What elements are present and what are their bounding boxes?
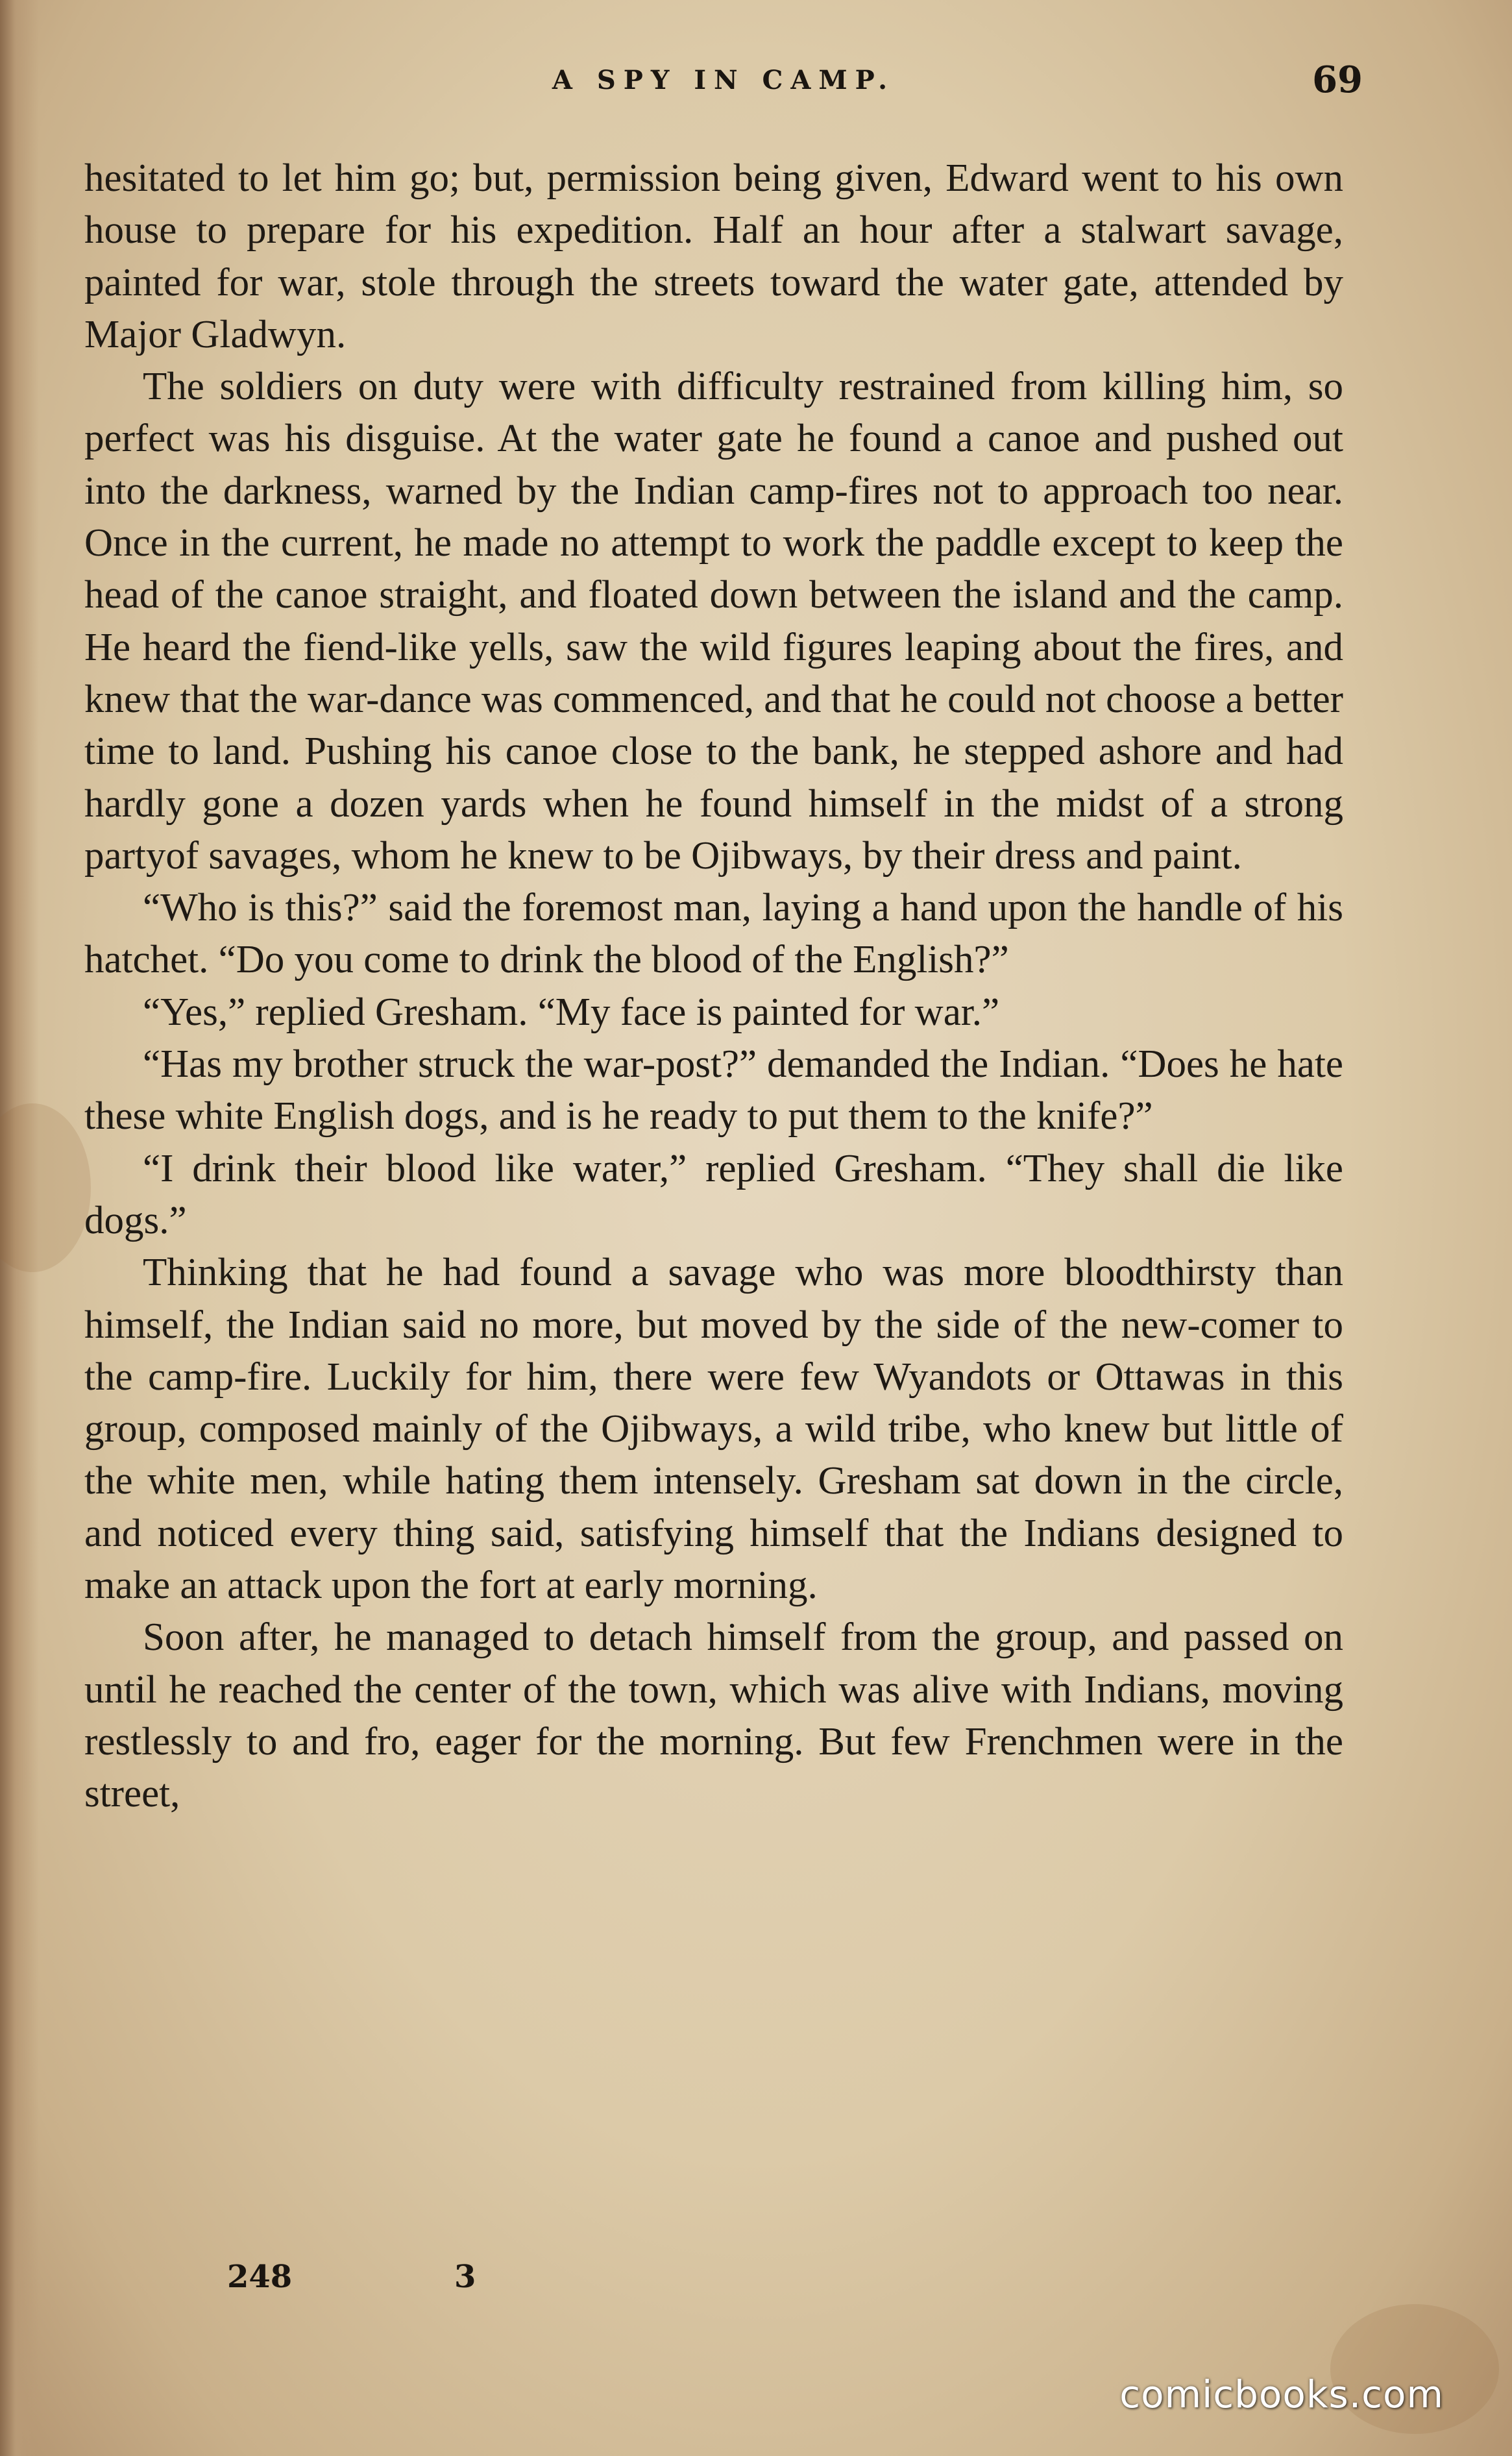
watermark-text: comicbooks.com (1119, 2372, 1444, 2416)
paragraph: The soldiers on duty were with difficulty restrained from killing him, so perfect was his disguise. At the water gate he found a canoe and pushed out into the darkness, warned by the Indian camp-fires not to approach too near. Once in the current, he made no attempt to work the paddle except to keep the head of the canoe straight, and floated down between the island and the camp. He heard the fiend-like yells, saw the wild figures leaping about the fires, and knew that the war-dance was commenced, and that he could not choose a better time to land. Pushing his canoe close to the bank, he stepped ashore and had hardly gone a dozen yards when he found himself in the midst of a strong partyof savages, whom he knew to be Ojibways, by their dress and paint. (84, 365, 1343, 878)
paragraph: “Who is this?” said the foremost man, laying a hand upon the handle of his hatchet. “Do you come to drink the blood of the English?” (84, 886, 1343, 982)
gathering-mark: 3 (454, 2259, 476, 2295)
page-header (84, 58, 1363, 117)
body-text (84, 153, 1343, 1821)
paper-stain (0, 1103, 91, 1272)
paragraph: “Has my brother struck the war-post?” demanded the Indian. “Does he hate these white English dogs, and is he ready to put them to the knife?” (84, 1042, 1343, 1138)
page-number: 69 (1312, 58, 1363, 101)
running-title: A SPY IN CAMP. (552, 65, 896, 95)
page-footer (227, 2259, 552, 2304)
paragraph: “Yes,” replied Gresham. “My face is painted for war.” (143, 990, 1000, 1034)
paragraph: “I drink their blood like water,” replied Gresham. “They shall die like dogs.” (84, 1146, 1343, 1242)
paragraph: Soon after, he managed to detach himself from the group, and passed on until he reached the center of the town, which was alive with Indians, moving restlessly to and fro, eager for the morning. But few Frenchmen were in the street, (84, 1615, 1343, 1816)
signature-mark: 248 (227, 2259, 293, 2295)
paragraph: Thinking that he had found a savage who was more bloodthirsty than himself, the Indian said no more, but moved by the side of the new-comer to the camp-fire. Luckily for him, there were few Wyandots or Ottawas in this group, composed mainly of the Ojibways, a wild tribe, who knew but little of the white men, while hating them intensely. Gresham sat down in the circle, and noticed every thing said, satisfying himself that the Indians designed to make an attack upon the fort at early morning. (84, 1251, 1343, 1608)
paragraph: hesitated to let him go; but, permission being given, Edward went to his own house to prepare for his expedition. Half an hour after a stalwart savage, painted for war, stole through the streets toward the water gate, attended by Major Gladwyn. (84, 156, 1343, 356)
